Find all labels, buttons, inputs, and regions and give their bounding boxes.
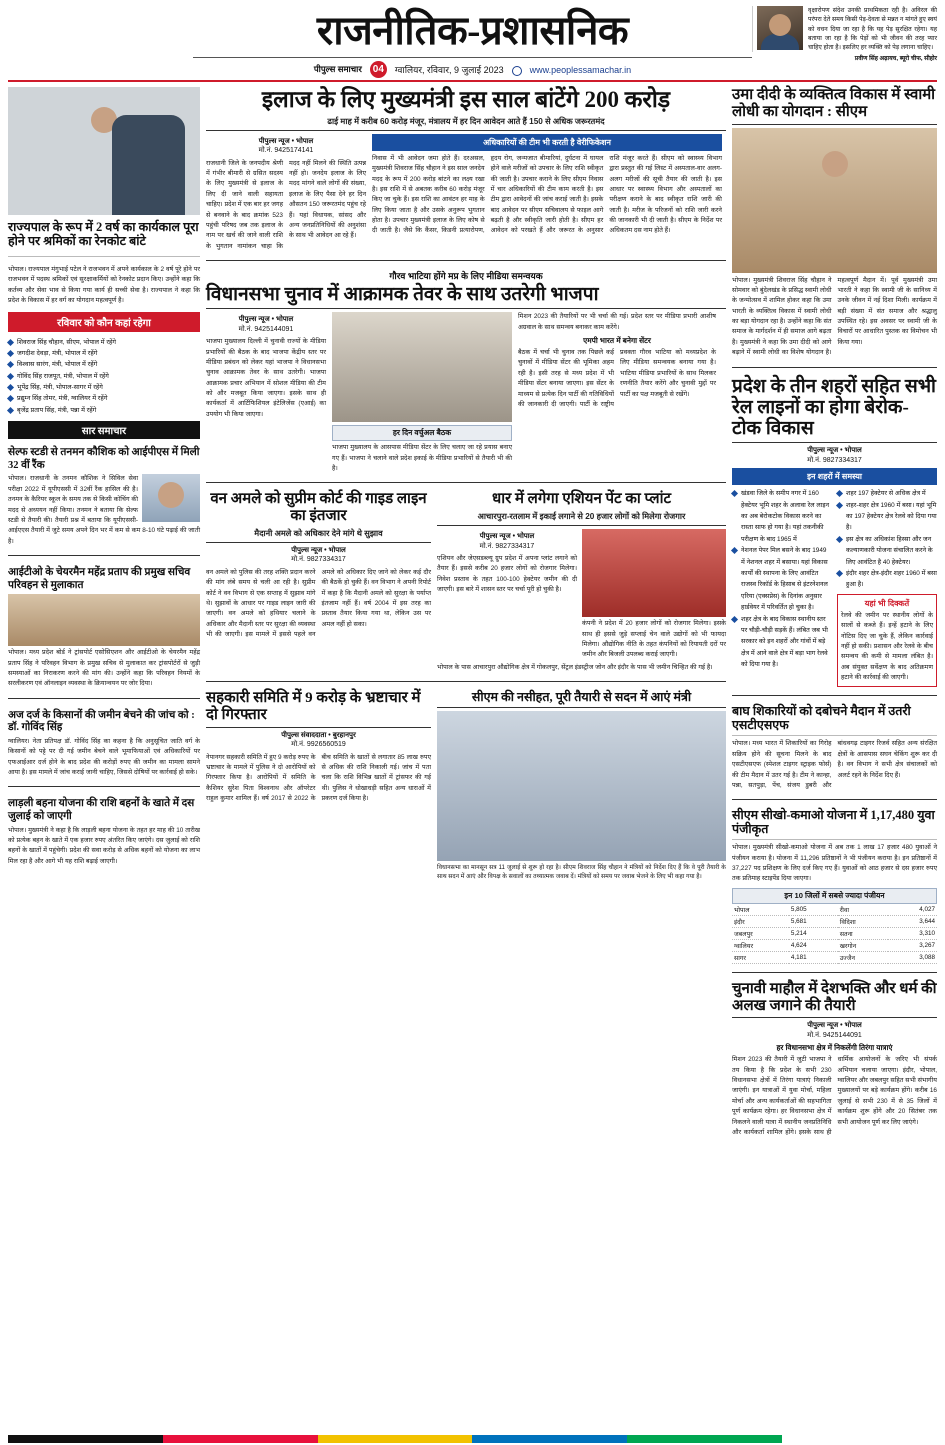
- mid-bottom-row: [206, 690, 726, 881]
- brief-item: [8, 795, 200, 867]
- uma-col1: भोपाल। मुख्यमंत्री शिवराज सिंह चौहान ने सोमवार को बुंदेलखंड के प्रसिद्ध स्वामी लोधी के जन्मोत्सव में शामिल होकर कहा कि उमा भारती के व्यक्तित्व विकास में स्वामी लोधी का बड़ा योगदान रहा है। उन्होंने कहा कि संत समाज के मार्गदर्शन में ही समाज आगे बढ़ता है। मुख्यमंत्री ने कहा कि उमा दीदी को आगे बढ़ाने में स्वामी लोधी का विशेष योगदान है।: [732, 276, 832, 357]
- cabinet-photo-caption: विधानसभा का मानसून सत्र 11 जुलाई से शुरू हो रहा है। सीएम शिवराज सिंह चौहान ने मंत्रियों को निर्देश दिए हैं कि वे पूरी तैयारी के साथ सदन में आएं और विपक्ष के सवालों का तथ्यात्मक जवाब दें। मंत्रियों को समय पर जवाब भेजने के लिए भी कहा गया है।: [437, 864, 726, 881]
- list-item: विश्वास सारंग, मंत्री, भोपाल में रहेंगे: [8, 359, 200, 370]
- cell-district: इंदौर: [732, 915, 789, 927]
- masthead-meta: [193, 57, 752, 78]
- patriot-headline: चुनावी माहौल में देशभक्ति और धर्म की अलख जगाने की तैयारी: [732, 980, 937, 1014]
- bjp-kicker: गौरव भाटिया होंगे मप्र के लिए मीडिया समन्वयक: [389, 271, 543, 281]
- bjp-col4: बैठक में चर्चा भी चुनाव तक पिछले कई चुनावों में मीडिया सेंटर की भूमिका अहम रही है। इसी तरह से मध्य प्रदेश में भी मीडिया सेंटर बनाया जाएगा। इस सेंटर के माध्यम से प्रत्येक दिन पार्टी की गतिविधियों की जानकारी दी जाएगी।: [518, 349, 614, 408]
- editor-name: प्रवीण सिंह अढ़ायच, ब्यूरो चीफ, सीहोर: [854, 56, 937, 63]
- paint-col1: एशियन और जेएसडब्ल्यू ग्रुप प्रदेश में अपना प्लांट लगाने को तैयार हैं। इससे करीब 20 हजार लोगों को रोजगार मिलेगा। निवेश प्रस्ताव के तहत 100-100 हेक्टेयर जमीन की दी जाएगी। इस बारे में शासन स्तर पर चर्चा पूरी हो चुकी है।: [437, 555, 577, 594]
- table-row: [732, 904, 937, 916]
- lead-col3: निवास में भी आवेदन जमा होते हैं। दरअसल, मुख्यमंत्री शिवराज सिंह चौहान ने इस साल जनदेय मदद के रूप में 200 करोड़ बांटने का लक्ष्य रखा है। इस राशि में से अबतक करीब 60 करोड़ मंजूर किए जा चुके हैं। इस राशि का आवंटन हर माह के लिए किया जाता है और उसके अनुरूप भुगतान होता है।: [372, 154, 485, 224]
- list-item: इस क्षेत्र का अधिकांश हिस्सा और जन कल्याणकारी योजना संचालित करने के लिए आवंटित है 40 हेक्टेयर।: [837, 534, 937, 568]
- byline-phone: मो.नं. 9425174141: [258, 147, 314, 155]
- cell-district: रीवा: [838, 904, 888, 916]
- bjp-headline: विधानसभा चुनाव में आक्रामक तेवर के साथ उतरेगी भाजपा: [206, 284, 599, 305]
- byline-source: पीपुल्स न्यूज • भोपाल: [238, 316, 294, 324]
- brief-thumbnail: [142, 474, 200, 522]
- lead-headline: इलाज के लिए मुख्यमंत्री इस साल बांटेंगे 200 करोड़: [261, 87, 671, 112]
- cell-district: जबलपुर: [732, 927, 789, 939]
- byline-source: पीपुल्स न्यूज • भोपाल: [258, 137, 314, 145]
- rail-redbox-title: यहां भी दिक्कतें: [864, 598, 910, 608]
- cell-district: खरगोन: [838, 939, 888, 951]
- brief-title: आईटीओ के चेयरमैन महेंद्र प्रताप की प्रमुख सचिव परिवहन से मुलाकात: [8, 567, 191, 591]
- bjp-box-header: हर दिन वर्चुअल बैठक: [332, 425, 512, 441]
- byline-phone: मो.नं. 9425144091: [807, 1031, 862, 1039]
- byline-phone: मो.नं. 9926560519: [291, 741, 346, 749]
- forest-story: [206, 491, 431, 673]
- bjp-office-photo: [332, 312, 512, 422]
- skill-headline: सीएम सीखो-कमाओ योजना में 1,17,480 युवा पंजीकृत: [732, 808, 935, 837]
- rail-box-header: इन शहरों में समस्या: [732, 468, 937, 485]
- paint-factory-photo: [582, 529, 726, 617]
- list-item: गोविंद सिंह राजपूत, मंत्री, भोपाल में रहेंगे: [8, 371, 200, 382]
- forest-col2: इस मामले में इससे पहले वन अमले को अधिकार दिए जाने को लेकर कई दौर की बैठकें हो चुकी हैं। वन विभाग ने अपनी रिपोर्ट में कहा है कि मैदानी अमले को सुरक्षा के पर्याप्त इंतजाम नहीं हैं। वर्ष 2004 में इस तरह का प्रस्ताव तैयार किया गया था, लेकिन उस पर अमल नहीं हो सका।: [245, 568, 431, 639]
- forest-col1: वन अमले को पुलिस की तरह शक्ति प्रदान करने की मांग लंबे समय से चली आ रही है। सुप्रीम कोर्ट ने वन विभाग से एक सप्ताह में सुझाव मांगे थे। सुझावों के आधार पर गाइड लाइन जारी की जाएगी। वन अमले को हथियार चलाने के अधिकार और मैदानी स्तर पर सुरक्षा की व्यवस्था भी की जाएगी।: [206, 568, 316, 639]
- paint-headline: धार में लगेगा एशियन पेंट का प्लांट: [491, 491, 672, 508]
- cm-advice-headline: सीएम की नसीहत, पूरी तैयारी से सदन में आएं मंत्री: [471, 690, 692, 705]
- patriot-story: [732, 981, 937, 1138]
- lead-col4: उपचार मुख्यमंत्री इलाज के लिए कोष से दी जाती है। जैसे कि कैंसर, किडनी प्रत्यारोपण, हृदय रोग, जन्मजात बीमारियां, दुर्घटना में घायल होने वाले मरीजों को उपचार के लिए राशि स्वीकृत की जाती है। उपचार कराने के लिए सीएम निवास में चार अधिकारियों की टीम काम करती है। इस टीम द्वारा आवेदनों की जांच कराई जाती है। इसके बाद आवेदन पर सीएम सचिवालय से फाइल आगे बढ़ती है और स्वीकृति जारी होती है।: [372, 154, 604, 235]
- editor-note-text: वृक्षारोपण संदेश उनकी प्राथमिकता रही है। अविरल की परंपरा देते समय किसी पेड़-देवता से मन्नत न मांगते हुए स्वयं को वचन दिया जा रहा है कि यह पेड़ सुरक्षित रहेगा। यह बताया जा रहा है कि पेड़ों को भी जीवन की तरह प्यार चाहिए होता है। इसलिए हर व्यक्ति को पेड़ लगाना चाहिए।: [808, 7, 937, 52]
- page-title: राजनीतिक-प्रशासनिक: [316, 8, 629, 53]
- globe-icon: [512, 66, 522, 76]
- uma-photo: [732, 128, 937, 273]
- cell-count: 3,310: [888, 927, 937, 939]
- schedule-list: [8, 337, 200, 417]
- stf-headline: बाघ शिकारियों को दबोचने मैदान में उतरी एसटीएसएफ: [732, 704, 911, 733]
- table-row: [732, 927, 937, 939]
- website-link[interactable]: www.peoplessamachar.in: [529, 64, 632, 75]
- patriot-sub: हर विधानसभा क्षेत्र में निकलेंगी तिरंगा यात्राएं: [776, 1043, 893, 1053]
- lead-byline: [206, 137, 366, 156]
- uma-story: [732, 87, 937, 359]
- governor-photo: [8, 87, 200, 215]
- cm-advice-story: [437, 690, 726, 881]
- patriot-col3: इंदौर, भोपाल, ग्वालियर और जबलपुर सहित सभी संभागीय मुख्यालयों पर बड़े कार्यक्रम होंगे। करीब 16 जुलाई से सभी 230 में से 35 जिलों में कार्यक्रम शुरू होंगे और 20 सितंबर तक सभी आयोजन पूर्ण कर लिए जाएंगे।: [837, 1066, 937, 1126]
- skill-table-header: इन 10 जिलों में सबसे ज्यादा पंजीयन: [732, 888, 937, 904]
- list-item: जगदीश देवड़ा, मंत्री, भोपाल में रहेंगे: [8, 348, 200, 359]
- table-row: [732, 939, 937, 951]
- bjp-col5: पार्टी के राष्ट्रीय प्रवक्ता गौरव भाटिया को मध्यप्रदेश के लिए मीडिया समन्वयक बनाया गया है। भाटिया मीडिया प्रभारियों के साथ मिलकर रणनीति तैयार करेंगे और चुनावी मुद्दों पर पार्टी का पक्ष मजबूती से रखेंगे।: [579, 349, 716, 408]
- byline-source: पीपुल्स संवाददाता • बुरहानपुर: [281, 731, 356, 739]
- stf-story: [732, 704, 937, 791]
- cell-count: 3,088: [888, 951, 937, 963]
- cell-count: 4,624: [789, 939, 838, 951]
- bjp-col2: भाजपा मुख्यालय के आसपास मीडिया सेंटर के लिए चलाए जा रहे प्रयास बनाए गए हैं। भाजपा ने चलाने वाले प्रदेश इकाई के मीडिया प्रभारियों से तैयारी भी की है।: [332, 444, 512, 473]
- rail-redbox-body: रेलवे की जमीन पर स्थानीय लोगों के सालों से कब्जे हैं। इन्हें हटाने के लिए नोटिस दिए जा चुके हैं, लेकिन कार्रवाई नहीं हो सकी। प्रशासन और रेलवे के बीच समन्वय की कमी से मामला लंबित है। अब संयुक्त सर्वेक्षण के बाद अतिक्रमण हटाने की कार्रवाई की जाएगी।: [841, 611, 933, 682]
- lead-body-left: [206, 159, 366, 252]
- page-number-badge: 04: [370, 61, 387, 78]
- list-item: खंडवा जिले के समीप नगर में 160 हेक्टेयर भूमि शहर के अलावा रेल लाइन का अब बेरोकटोक विकास करने का रास्ता साफ हो गया है। यहां तकनीकी परीक्षण के बाद 1965 में: [732, 488, 832, 545]
- byline-phone: मो.नं. 9827334317: [479, 542, 535, 550]
- rail-story: [732, 376, 937, 688]
- page-content: [8, 87, 937, 1138]
- color-registration-bar: [8, 1435, 937, 1443]
- stf-body: भोपाल। मध्य भारत में शिकारियों का गिरोह सक्रिय होने की सूचना मिलने के बाद एसटीएसएफ (स्पेशल टाइगर स्ट्राइक फोर्स) की टीम मैदान में उतर गई है। टीम ने कान्हा, पन्ना, सतपुड़ा, पेंच, संजय डुबरी और बांधवगढ़ टाइगर रिजर्व सहित अन्य संरक्षित क्षेत्रों के आसपास सघन चेकिंग शुरू कर दी है। वन विभाग ने सभी क्षेत्र संचालकों को अलर्ट रहने के निर्देश दिए हैं।: [732, 740, 937, 789]
- mid-lower-row: [206, 491, 726, 673]
- lead-col1: राजधानी जिले के जनपदीय श्रेणी में गंभीर बीमारी से ग्रसित सदस्य के लिए मुख्यमंत्री से इलाज के लिए दी जाने वाली सहायता चाहिए। प्रदेश में एक बार हर जगह से बनवाने के बाद क्रमांक 523 पहुंची परिषद जब तक इलाज के नाम पर खर्च की जाने वाली राशि के भुगतान नामांकन चाहा कि मदद नहीं मिलने की स्थिति उत्पन्न नहीं हो।: [206, 159, 366, 250]
- brief-body: भोपाल। मध्य प्रदेश बोर्ड ने ट्रांसपोर्ट एसोसिएशन और आईटीओ के चेयरमैन महेंद्र प्रताप सिंह ने परिवहन विभाग के प्रमुख सचिव से मुलाकात कर ट्रांसपोर्टरों से जुड़ी समस्याओं का निराकरण करने की मांग की। उन्होंने कहा कि परिवहन नियमों के सरलीकरण एवं ऑनलाइन व्यवस्था के क्रियान्वयन पर जोर दिया।: [8, 649, 200, 688]
- brief-photo: [8, 594, 200, 646]
- list-item: शिवराज सिंह चौहान, सीएम, भोपाल में रहेंगे: [8, 337, 200, 348]
- editor-photo: [757, 6, 803, 50]
- paint-col3: भोपाल के पास आचारपुरा औद्योगिक क्षेत्र में गोकलपुर, सेंट्रल इंडस्ट्रीज जोन और इंदौर के पास भी जमीन चिन्हित की गई है।: [437, 663, 713, 671]
- patriot-col2: हर विधानसभा क्षेत्र में निकलने वाली यात्रा में स्थानीय जनप्रतिनिधि और कार्यकर्ता शामिल होंगे। इसके साथ ही धार्मिक आयोजनों के जरिए भी संपर्क अभियान चलाया जाएगा।: [732, 1056, 937, 1136]
- paint-subhead: आचारपुरा-रतलाम में इकाई लगाने से 20 हजार लोगों को मिलेगा रोजगार: [477, 512, 686, 522]
- byline-phone: मो.नं. 9827334317: [291, 556, 346, 564]
- bjp-byline: [206, 315, 326, 334]
- list-item: बृजेंद्र प्रताप सिंह, मंत्री, पन्ना में रहेंगे: [8, 405, 200, 416]
- cell-district: भोपाल: [732, 904, 789, 916]
- lead-body-right: [372, 154, 722, 237]
- patriot-byline: [732, 1021, 937, 1040]
- patriot-col1: मिशन 2023 की तैयारी में जुटी भाजपा ने तय किया है कि प्रदेश के सभी 230 विधानसभा क्षेत्रों में तिरंगा यात्राएं निकाली जाएंगी। इन यात्राओं में युवा मोर्चा, महिला मोर्चा और अन्य कार्यकर्ताओं की सहभागिता पूर्ण कार्यक्रम रहेगा।: [732, 1056, 832, 1116]
- bjp-story: [206, 269, 726, 474]
- forest-headline: वन अमले को सुप्रीम कोर्ट की गाइड लाइन का इंतजार: [210, 491, 427, 525]
- list-item: नेशनल पेपर मिल बसने के बाद 1949 में नेशनल शहर में बसाया। यहां विकास कार्यों की स्थापना के लिए आवंटित राजस्व रिकॉर्ड के हिसाब से इंटरनेशनल एरिया (एक्सप्रेस) के दिनांक अनुसार हार्डवेयर में परिवर्तित हो चुका है।: [732, 545, 832, 613]
- list-item: इंदौर शहर क्षेत्र-इंदौर शहर 1960 में बसा हुआ है।: [837, 568, 937, 591]
- left-column: [8, 87, 200, 1138]
- forest-body: [206, 568, 431, 641]
- bjp-col1: भाजपा मुख्यालय दिल्ली में चुनावी राज्यों के मीडिया प्रभारियों की बैठक के बाद भाजपा केंद्रीय स्तर पर मीडिया प्रबंधन को लेकर यहां भाजपा ने विधानसभा चुनाव आक्रामक तेवर के साथ उतरेगी। भाजपा आक्रामक प्रचार अभियान में सोशल मीडिया की टीम को और मजबूत किया जाएगा। इसके साथ ही कार्यकर्ता में आर्टिफिशियल इंटेलिजेंस (एआई) का उपयोग भी किया जाएगा।: [206, 338, 326, 418]
- cell-count: 3,267: [888, 939, 937, 951]
- lead-col2: जनदेय इलाज के लिए मदद मांगने वाले लोगों की संख्या, इलाज के लिए पैसा देने हर दिन औसतन 150 जरूरतमंद पहुंच रहे हैं। यहां विधायक, सांसद और अन्य जनप्रतिनिधियों की अनुशंसा के साथ भी आवेदन आ रहे हैं।: [289, 170, 366, 240]
- brief-text: भोपाल। राजधानी के तनमन कौशिक ने सिविल सेवा परीक्षा 2022 में यूपीएससी में 32वीं रैंक हासिल की है। तनमन के कैरियर स्कूल के समय तक से किसी कोचिंग की मदद से अध्ययन नहीं किया। तनमन ने बताया कि सेल्फ स्टडी से तैयारी की। तैयारी प्रश्न में बताया कि यूपीएससी-आईएएस तैयारी में जुटे समय अपने दिन भर में कम से कम 8-10 घंटे पढ़ाई की जाती है।: [8, 475, 200, 545]
- byline-phone: मो.नं. 9425144091: [238, 325, 294, 333]
- bjp-col3: मिशन 2023 की तैयारियों पर भी चर्चा की गई। प्रदेश स्तर पर मीडिया प्रभारी आशीष अग्रवाल के साथ समन्वय बनाकर काम करेंगे।: [518, 313, 716, 331]
- list-item: प्रद्युम्न सिंह तोमर, मंत्री, ग्वालियर में रहेंगे: [8, 393, 200, 404]
- dateline: ग्वालियर, रविवार, 9 जुलाई 2023: [394, 65, 504, 75]
- uma-body: [732, 276, 937, 359]
- list-item: भूपेंद्र सिंह, मंत्री, भोपाल-सागर में रहेंगे: [8, 382, 200, 393]
- rail-byline: [732, 446, 937, 465]
- patriot-body: [732, 1055, 937, 1138]
- forest-byline: [206, 546, 431, 565]
- uma-headline: उमा दीदी के व्यक्तित्व विकास में स्वामी लोधी का योगदान : सीएम: [732, 87, 936, 120]
- paper-name: पीपुल्स समाचार: [313, 64, 362, 74]
- byline-source: पीपुल्स न्यूज • भोपाल: [479, 533, 535, 541]
- rail-redbox: [837, 594, 937, 688]
- uma-col2: महत्वपूर्ण मैदान में। पूर्व मुख्यमंत्री उमा भारती ने कहा कि स्वामी जी के सानिध्य में उनके जीवन में नई दिशा मिली। कार्यक्रम में बड़ी संख्या में संत समाज और श्रद्धालु उपस्थित रहे। इस अवसर पर स्वामी जी के विचारों पर आधारित पुस्तक का विमोचन भी किया गया।: [837, 276, 937, 346]
- cabinet-meeting-photo: [437, 711, 726, 861]
- cell-count: 5,805: [789, 904, 838, 916]
- paint-story: [437, 491, 726, 673]
- masthead-center: [193, 6, 752, 78]
- cell-district: सागर: [732, 951, 789, 963]
- masthead-editor-note: [752, 6, 937, 62]
- cell-district: सतना: [838, 927, 888, 939]
- byline-source: पीपुल्स न्यूज • भोपाल: [807, 447, 862, 455]
- list-item: शहर क्षेत्र के बाद विकास स्थानीय स्तर पर चौड़ी-चौड़ी सड़कें हैं। लंबित जब भी सरकार को इन शहरों और गांवों में बड़े क्षेत्र में आने वाले क्षेत्र में बड़ा भाग रेलवे को दिया गया है।: [732, 614, 832, 671]
- governor-caption-headline: राज्यपाल के रूप में 2 वर्ष का कार्यकाल पूरा होने पर श्रमिकों का रेनकोट बांटे: [8, 220, 199, 248]
- brief-item: [8, 444, 200, 547]
- coop-body: नेपानगर सहकारी समिति में हुए 9 करोड़ रुपए के भ्रष्टाचार के मामले में पुलिस ने दो आरोपियों को गिरफ्तार किया है। आरोपियों में समिति के कैशियर सुरेश पिता विश्वनाथ और ऑपरेटर राहुल कुमार शामिल हैं। वर्ष 2017 से 2022 के बीच समिति के खातों से लगातार 85 लाख रुपए से अधिक की राशि निकाली गई। जांच में पता चला कि राशि विभिन्न खातों में ट्रांसफर की गई थी। पुलिस ने धोखाधड़ी सहित अन्य धाराओं में प्रकरण दर्ज किया है।: [206, 753, 431, 803]
- cell-count: 4,027: [888, 904, 937, 916]
- cell-district: ग्वालियर: [732, 939, 789, 951]
- list-item: शहर-शहर क्षेत्र 1960 में बसा। यहां भूमि का 197 हेक्टेयर क्षेत्र रेलवे को दिया गया है।: [837, 500, 937, 534]
- forest-subhead: मैदानी अमले को अधिकार देने मांगे थे सुझाव: [254, 528, 383, 538]
- byline-phone: मो.नं. 9827334317: [807, 456, 862, 464]
- cell-count: 4,181: [789, 951, 838, 963]
- cell-district: विदिशा: [838, 915, 888, 927]
- brief-item: [8, 564, 200, 690]
- coop-story: [206, 690, 431, 881]
- cell-count: 3,644: [888, 915, 937, 927]
- brief-title: लाड़ली बहना योजना की राशि बहनों के खाते में दस जुलाई को जाएगी: [8, 798, 195, 823]
- cell-district: उज्जैन: [838, 951, 888, 963]
- lead-box-header: अधिकारियों की टीम भी करती है वेरीफिकेशन: [372, 134, 722, 151]
- schedule-header: रविवार को कौन कहां रहेगा: [8, 312, 200, 332]
- coop-byline: [206, 731, 431, 750]
- rail-bullets-left: [732, 488, 832, 687]
- table-row: [732, 915, 937, 927]
- cell-count: 5,214: [789, 927, 838, 939]
- byline-source: पीपुल्स न्यूज • भोपाल: [291, 546, 346, 554]
- brief-body: भोपाल। मुख्यमंत्री ने कहा है कि लाड़ली बहना योजना के तहत हर माह की 10 तारीख को प्रत्येक बहन के खाते में एक हजार रुपए अंतरित किए जाएंगे। दस जुलाई को राशि बहनों के खातों में पहुंचेगी। प्रदेश की सवा करोड़ से अधिक बहनों को योजना का लाभ मिल रहा है और आगे भी यह राशि बढ़ाई जाएगी।: [8, 826, 200, 865]
- table-row: [732, 951, 937, 963]
- lead-story: [206, 87, 726, 252]
- skill-story: [732, 808, 937, 964]
- bjp-col45: [518, 348, 716, 410]
- list-item: शहर 197 हेक्टेयर से अधिक क्षेत्र में: [837, 488, 937, 499]
- governor-caption-body: भोपाल। राज्यपाल मंगुभाई पटेल ने राजभवन में अपने कार्यकाल के 2 वर्ष पूरे होने पर राजभवन में पदस्थ श्रमिकों एवं सुरक्षाकर्मियों को रेनकोट प्रदान किए। उन्होंने कहा कि कर्तव्य और सेवा भाव से किया गया कार्य ही सच्ची सेवा है। राज्यपाल ने कहा कि प्रदेश के विकास में हर वर्ग का योगदान महत्वपूर्ण है।: [8, 266, 200, 305]
- brief-body: [8, 474, 200, 547]
- lead-col5: सीएम हर आवेदन को परखते हैं और जरूरत के अनुसार राशि मंजूर करते हैं। सीएम को स्वास्थ्य विभाग द्वारा प्रस्तुत की गई लिस्ट में अस्पताल-वार अलग-अलग मरीजों की सूची तैयार की जाती है। इस आधार पर स्वास्थ्य विभाग और अस्पतालों का परीक्षण कराने के बाद स्वीकृत राशि जारी की जाती है। मरीज के परिजनों को राशि जारी करने की जानकारी भी दी जाती है। सीएम के निर्देश पर अधिकतम दस नाम होते हैं।: [490, 154, 722, 235]
- section-title-saar-samachar: सार समाचार: [8, 421, 200, 439]
- cell-count: 5,681: [789, 915, 838, 927]
- bjp-sub1: एमपी भारत में बनेगा सेंटर: [583, 336, 651, 346]
- skill-body: भोपाल। मुख्यमंत्री सीखो-कमाओ योजना में अब तक 1 लाख 17 हजार 480 युवाओं ने पंजीयन कराया है। योजना में 11,296 प्रतिष्ठानों ने भी पंजीयन कराया है। इन प्रतिष्ठानों में 37,227 पद प्रशिक्षण के लिए दर्ज किए गए हैं। युवाओं को आठ हजार से दस हजार रुपए तक प्रतिमाह स्टाइपेंड दिया जाएगा।: [732, 844, 937, 883]
- masthead: [8, 6, 937, 82]
- rail-bullets-right: [837, 488, 937, 591]
- byline-source: पीपुल्स न्यूज • भोपाल: [807, 1022, 862, 1030]
- paint-col2: कंपनी ने प्रदेश में 20 हजार लोगों को रोजगार मिलेगा। इसके साथ ही इससे जुड़े सप्लाई चेन वाले उद्योगों को भी फायदा मिलेगा। औद्योगिक नीति के तहत कंपनियों को रियायती दरों पर जमीन और बिजली उपलब्ध कराई जाएगी।: [582, 620, 726, 659]
- brief-body: ग्वालियर। नेता प्रतिपक्ष डॉ. गोविंद सिंह का कहना है कि अनुसूचित जाति वर्ग के किसानों को पट्टे पर दी गई जमीन बेचने वाले भूमाफियाओं एवं अधिकारियों पर एफआईआर दर्ज होने के बाद प्रदेश की करोड़ों रुपए की जमीन का मामला सामने आया है। इस मामले में जांच कराई जानी चाहिए, जिससे दोषियों पर कार्रवाई हो सके।: [8, 737, 200, 777]
- coop-headline: सहकारी समिति में 9 करोड़ के भ्रष्टाचार में दो गिरफ्तार: [206, 690, 421, 723]
- lead-subhead: ढाई माह में करीब 60 करोड़ मंजूर, मंत्रालय में हर दिन आवेदन आते हैं 150 से अधिक जरूरतमंद: [327, 116, 605, 126]
- skill-table: [732, 904, 937, 964]
- brief-title: सेल्फ स्टडी से तनमन कौशिक को आईपीएस में मिली 32 वीं रैंक: [8, 447, 200, 471]
- rail-headline: प्रदेश के तीन शहरों सहित सभी रेल लाइनों का होगा बेरोक-टोक विकास: [732, 375, 936, 440]
- brief-title: अज दर्ज के किसानों की जमीन बेचने की जांच को : डॉ. गोविंद सिंह: [8, 709, 195, 734]
- middle-column: [206, 87, 726, 1138]
- brief-item: [8, 707, 200, 779]
- paint-byline: [437, 532, 577, 551]
- right-column: [732, 87, 937, 1138]
